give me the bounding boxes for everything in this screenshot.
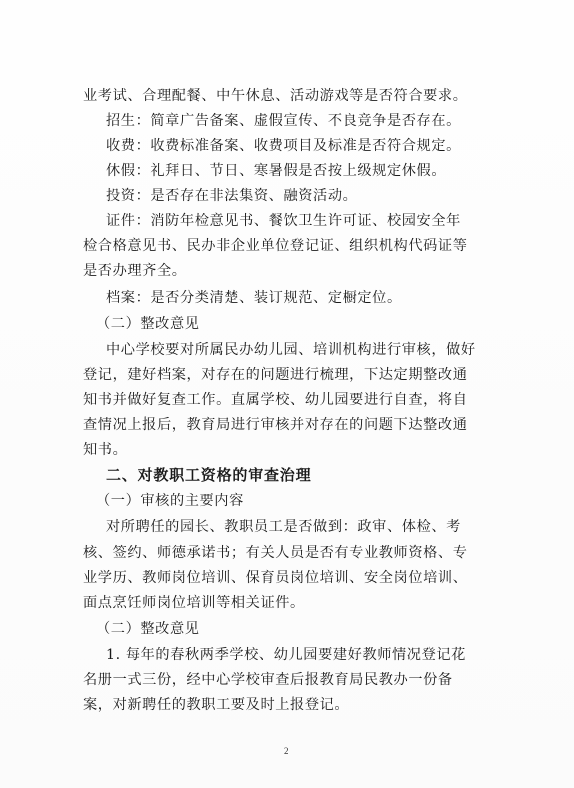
body-line-13: 查情况上报后，教育局进行审核并对存在的问题下达整改通	[83, 417, 468, 433]
body-line-4: 休假：礼拜日、节日、寒暑假是否按上级规定休假。	[106, 163, 447, 179]
subheading-review-content: （一）审核的主要内容	[96, 493, 244, 509]
subheading-rectification-2: （二）整改意见	[96, 621, 200, 637]
body-line-3: 收费：收费标准备案、收费项目及标准是否符合规定。	[106, 138, 461, 154]
body-line-16: 核、签约、师德承诺书；有关人员是否有专业教师资格、专	[83, 545, 468, 561]
body-line-9: 档案：是否分类清楚、装订规范、定橱定位。	[106, 290, 402, 306]
subheading-rectification-1: （二）整改意见	[96, 316, 200, 332]
body-line-7: 检合格意见书、民办非企业单位登记证、组织机构代码证等	[83, 238, 468, 254]
body-line-19: 1. 每年的春秋两季学校、幼儿园要建好教师情况登记花	[106, 647, 466, 663]
section-heading-2: 二、对教职工资格的审查治理	[106, 466, 312, 484]
body-line-5: 投资：是否存在非法集资、融资活动。	[106, 188, 358, 204]
body-line-6: 证件：消防年检意见书、餐饮卫生许可证、校园安全年	[106, 213, 461, 229]
body-line-17: 业学历、教师岗位培训、保育员岗位培训、安全岗位培训、	[83, 570, 468, 586]
body-line-2: 招生：简章广告备案、虚假宣传、不良竞争是否存在。	[106, 113, 461, 129]
body-line-1: 业考试、合理配餐、中午休息、活动游戏等是否符合要求。	[83, 88, 468, 104]
body-line-11: 登记，建好档案，对存在的问题进行梳理，下达定期整改通	[83, 367, 468, 383]
body-line-20: 名册一式三份，经中心学校审查后报教育局民教办一份备	[83, 672, 453, 688]
body-line-21: 案，对新聘任的教职工要及时上报登记。	[83, 697, 350, 713]
page-number: 2	[284, 746, 289, 756]
body-line-12: 知书并做好复查工作。直属学校、幼儿园要进行自查，将自	[83, 392, 468, 408]
body-line-15: 对所聘任的园长、教职员工是否做到：政审、体检、考	[106, 519, 461, 535]
body-line-8: 是否办理齐全。	[83, 263, 187, 279]
body-line-18: 面点烹饪师岗位培训等相关证件。	[83, 595, 305, 611]
body-line-14: 知书。	[83, 442, 128, 458]
body-line-10: 中心学校要对所属民办幼儿园、培训机构进行审核，做好	[106, 342, 476, 358]
